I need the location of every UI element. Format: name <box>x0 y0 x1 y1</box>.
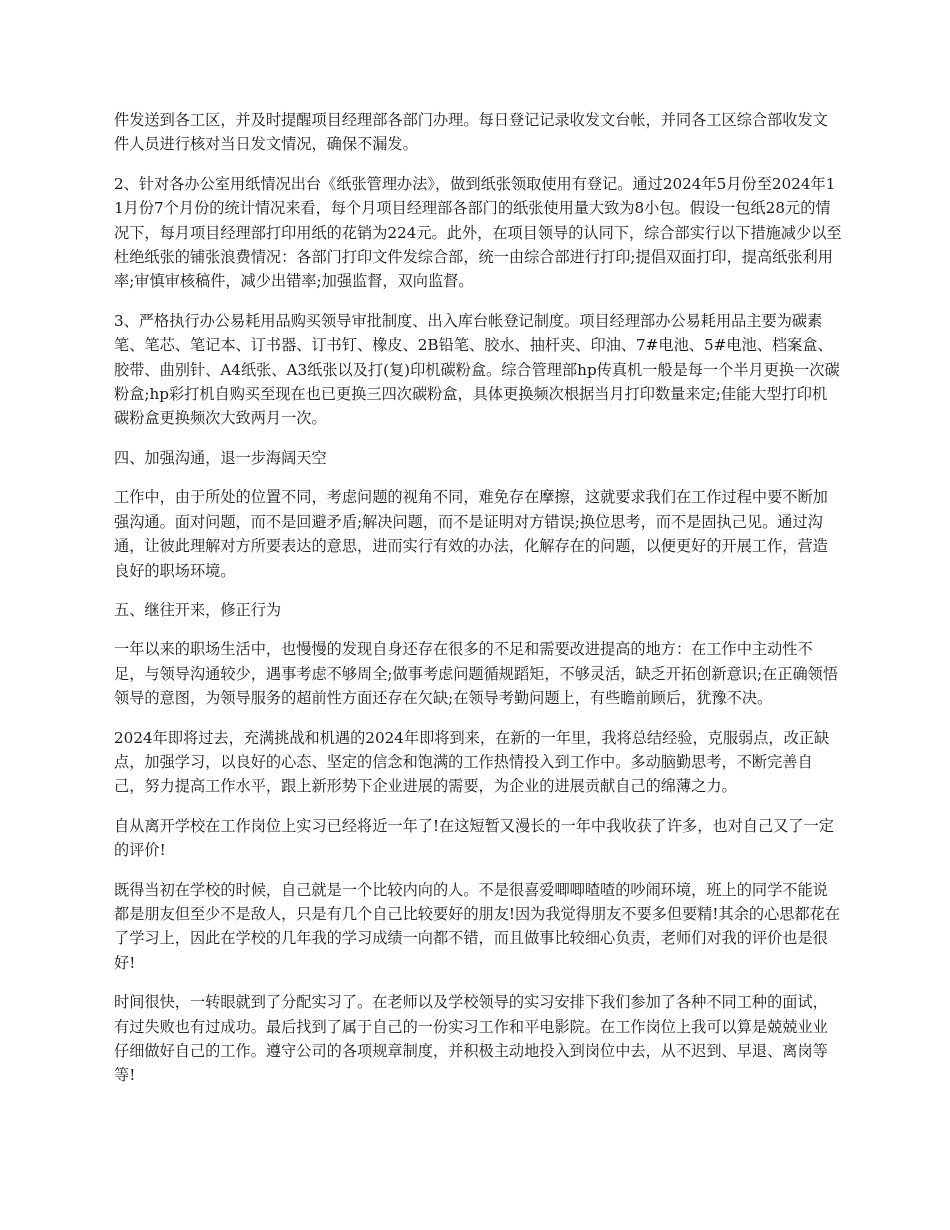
paragraph-office-supplies: 3、严格执行办公易耗用品购买领导审批制度、出入库台帐登记制度。项目经理部办公易耗用品主要为碳素笔、笔芯、笔记本、订书器、订书钉、橡皮、2B铅笔、胶水、抽杆夹、印油、7#电池、5#电池、档案盒、胶带、曲别针、A4纸张、A3纸张以及打(复)印机碳粉盒。综合管理部hp传真机一般是每一个半月更换一次碳粉盒;hp彩打机自购买至现在也已更换三四次碳粉盒，具体更换频次根据当月打印数量来定;佳能大型打印机碳粉盒更换频次大致两月一次。 <box>114 311 840 428</box>
paragraph-school-memories: 既得当初在学校的时候，自己就是一个比较内向的人。不是很喜爱唧唧喳喳的吵闹环境，班上的同学不能说都是朋友但至少不是敌人，只是有几个自己比较要好的朋友!因为我觉得朋友不要多但要精!其余的心思都花在了学习上，因此在学校的几年我的学习成绩一向都不错，而且做事比较细心负责，老师们对我的评价也是很好! <box>114 880 841 972</box>
section-heading-improvement: 五、继往开来，修正行为 <box>114 600 282 619</box>
paragraph-distribution: 件发送到各工区，并及时提醒项目经理部各部门办理。每日登记记录收发文台帐，并同各工区综合部收发文件人员进行核对当日发文情况，确保不漏发。 <box>114 111 828 154</box>
paragraph-internship-intro: 自从离开学校在工作岗位上实习已经将近一年了!在这短暂又漫长的一年中我收获了许多，也对自己又了一定的评价! <box>114 816 834 860</box>
section-heading-communication: 四、加强沟通，退一步海阔天空 <box>114 448 327 467</box>
document-page <box>114 108 842 1103</box>
paragraph-shortcomings: 一年以来的职场生活中，也慢慢的发现自身还存在很多的不足和需要改进提高的地方：在工作中主动性不足，与领导沟通较少，遇事考虑不够周全;做事考虑问题循规蹈矩，不够灵活，缺乏开拓创新意识;在正确领悟领导的意图，为领导服务的超前性方面还存在欠缺;在领导考勤问题上，有些瞻前顾后，犹豫不决。 <box>114 640 839 708</box>
paragraph-communication: 工作中，由于所处的位置不同，考虑问题的视角不同，难免存在摩擦，这就要求我们在工作过程中要不断加强沟通。面对问题，而不是回避矛盾;解决问题，而不是证明对方错误;换位思考，而不是固执己见。通过沟通，让彼此理解对方所要表达的意思，进而实行有效的办法，化解存在的问题，以便更好的开展工作，营造良好的职场环境。 <box>114 488 828 580</box>
paragraph-paper-management: 2、针对各办公室用纸情况出台《纸张管理办法》，做到纸张领取使用有登记。通过2024年5月份至2024年11月份7个月份的统计情况来看，每个月项目经理部各部门的纸张使用量大致为8小包。假设一包纸28元的情况下，每月项目经理部打印用纸的花销为224元。此外，在项目领导的认同下，综合部实行以下措施减少以至杜绝纸张的铺张浪费情况：各部门打印文件发综合部，统一由综合部进行打印;提倡双面打印，提高纸张利用率;审慎审核稿件，减少出错率;加强监督，双向监督。 <box>114 174 842 291</box>
paragraph-internship-work: 时间很快，一转眼就到了分配实习了。在老师以及学校领导的实习安排下我们参加了各种不同工种的面试，有过失败也有过成功。最后找到了属于自己的一份实习工作和平电影院。在工作岗位上我可以算是兢兢业业仔细做好自己的工作。遵守公司的各项规章制度，并积极主动地投入到岗位中去，从不迟到、早退、离岗等等! <box>114 993 828 1085</box>
paragraph-new-year: 2024年即将过去，充满挑战和机遇的2024年即将到来，在新的一年里，我将总结经验，克服弱点，改正缺点，加强学习，以良好的心态、坚定的信念和饱满的工作热情投入到工作中。多动脑勤思考，不断完善自己，努力提高工作水平，跟上新形势下企业进展的需要，为企业的进展贡献自己的绵薄之力。 <box>114 728 830 796</box>
